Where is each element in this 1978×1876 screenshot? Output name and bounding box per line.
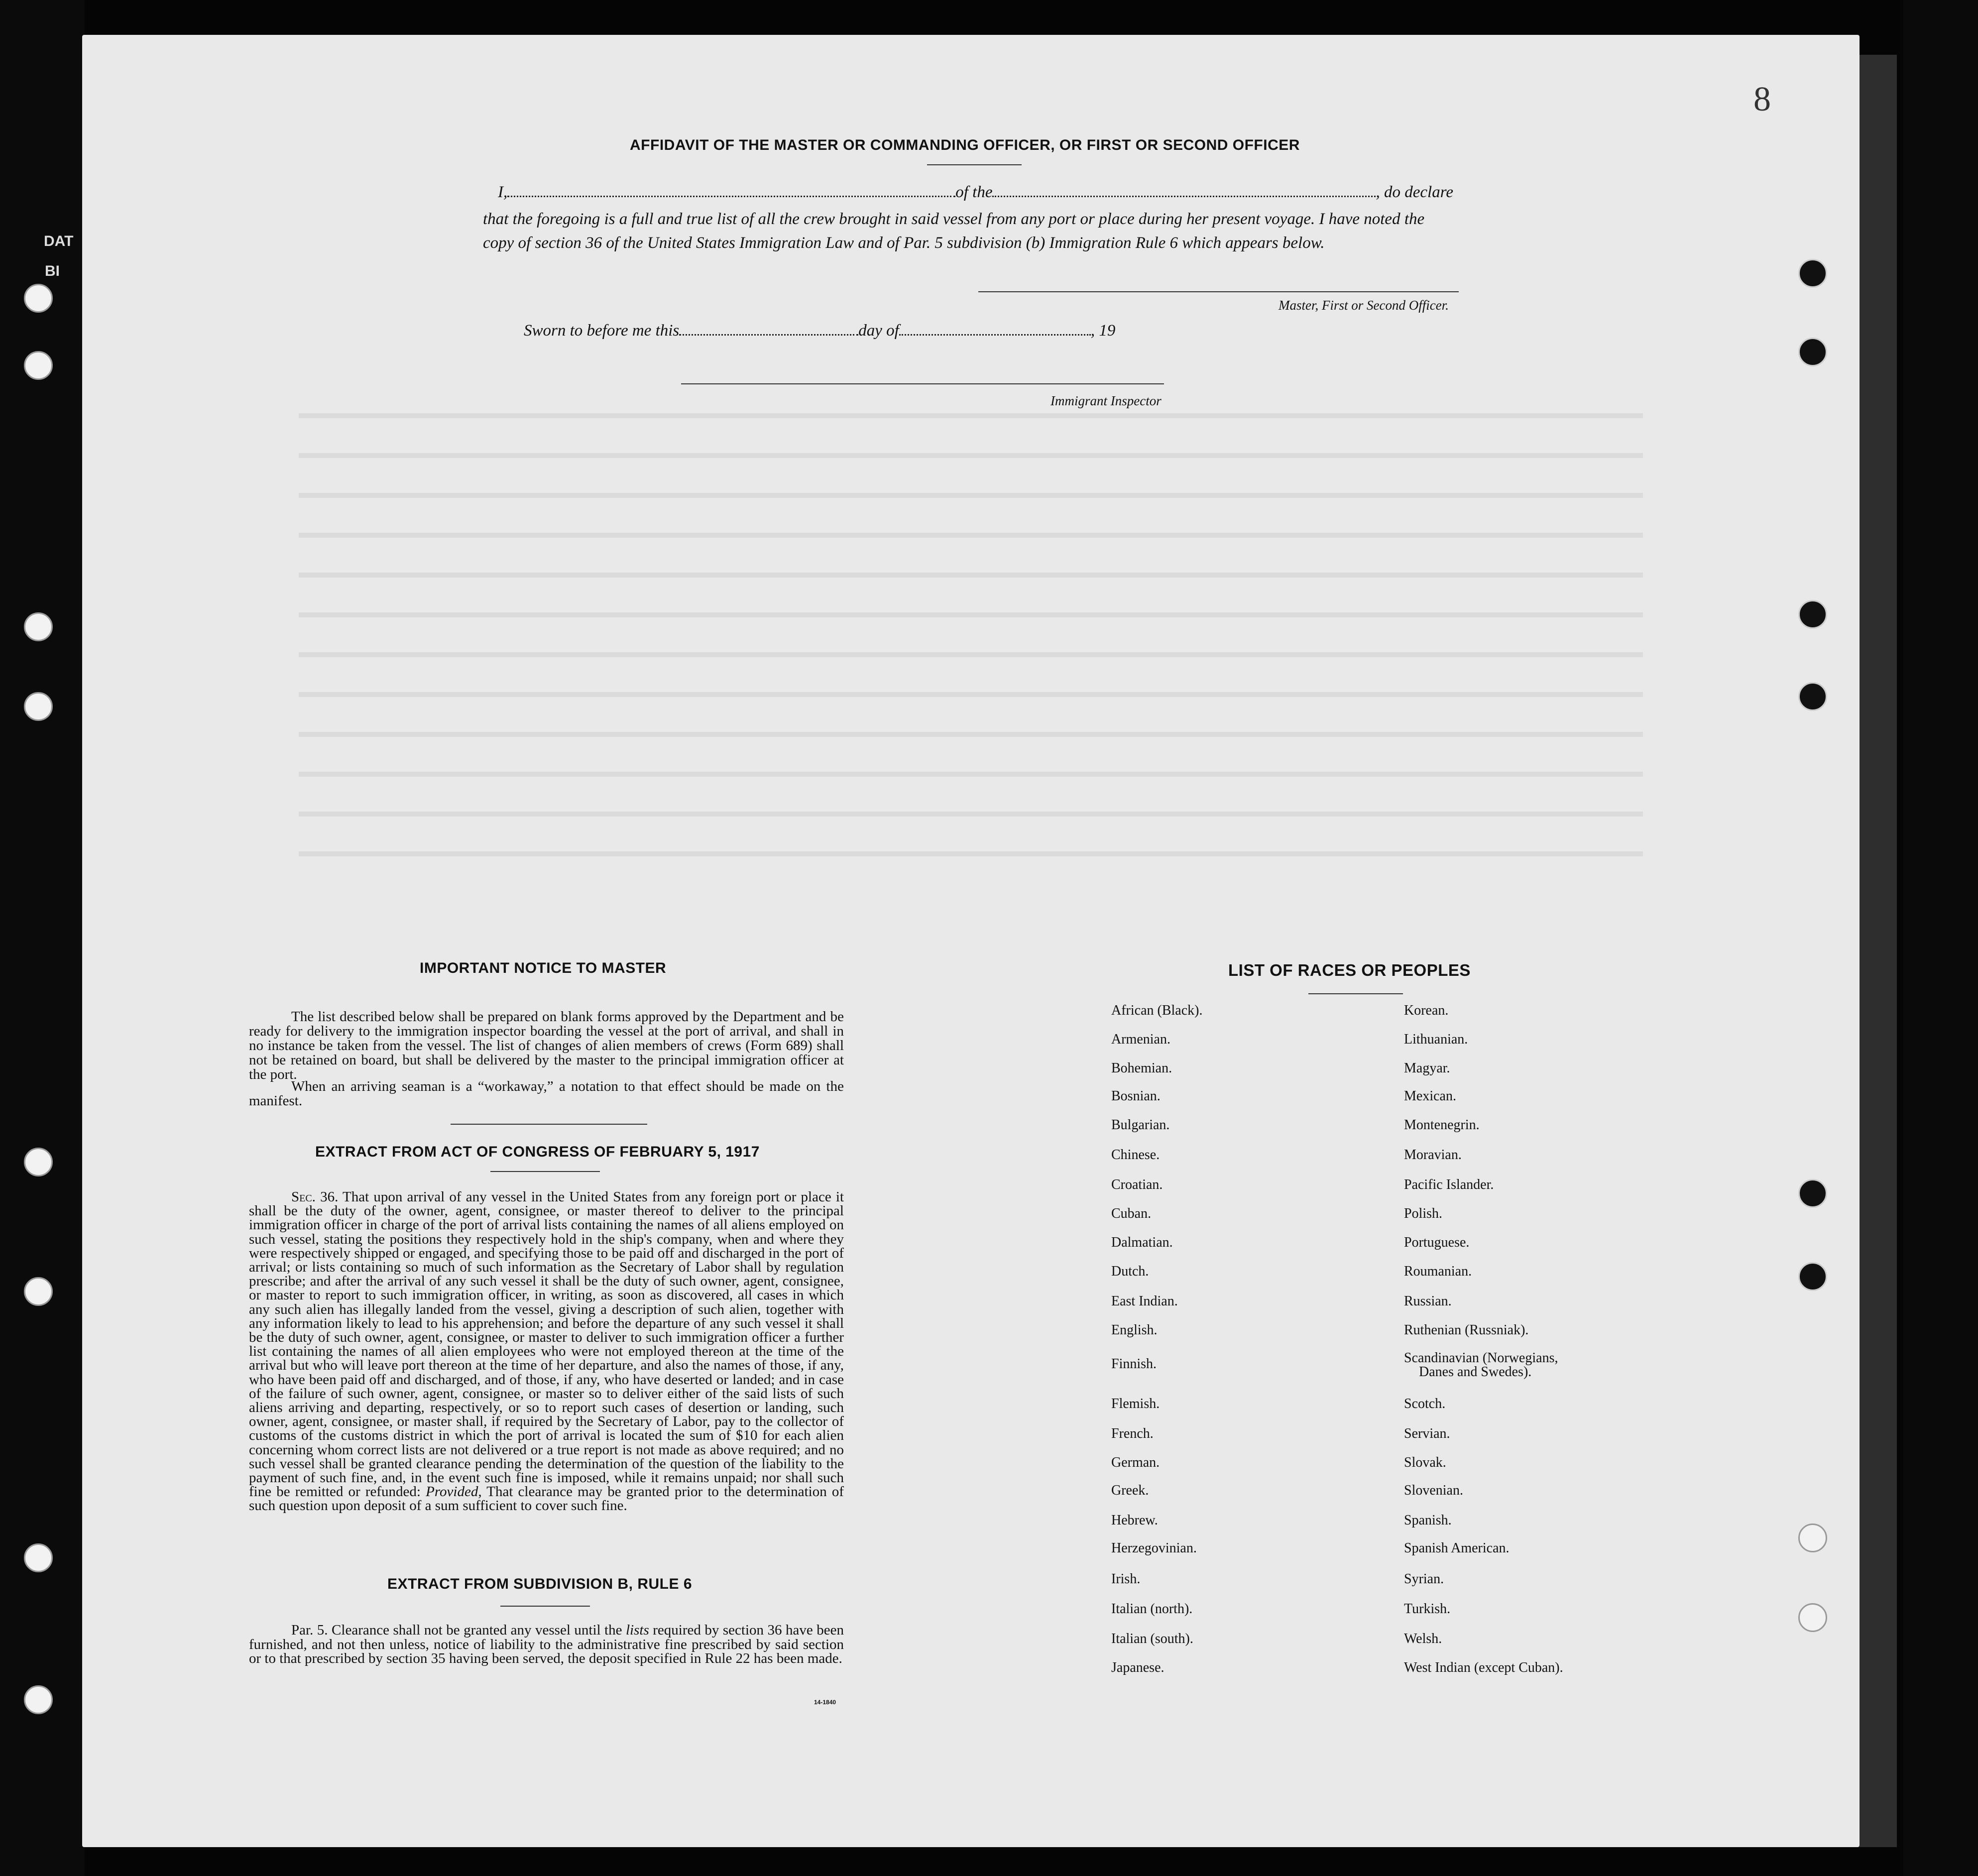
- race-item-left: Armenian.: [1111, 1032, 1170, 1047]
- punch-hole: [1798, 1179, 1827, 1208]
- race-item-right: Turkish.: [1404, 1601, 1451, 1617]
- race-item-right: Lithuanian.: [1404, 1032, 1468, 1047]
- margin-mark-2: BI: [45, 263, 60, 279]
- race-item-right: Ruthenian (Russniak).: [1404, 1322, 1529, 1338]
- act-body: [249, 1190, 844, 1513]
- act-sec-label: Sec. 36.: [291, 1189, 339, 1205]
- sworn-year: , 19: [1090, 322, 1116, 340]
- affidavit-line-2: that the foregoing is a full and true list of all the crew brought in said vessel from any port or place during her present voyage. I have noted the: [483, 210, 1425, 228]
- bleed-through: [299, 453, 1643, 458]
- punch-hole: [24, 612, 53, 641]
- punch-hole: [1798, 259, 1827, 288]
- affidavit-of-the: of the: [955, 183, 993, 201]
- notice-para-2: [249, 1079, 844, 1108]
- rule-body-b: required by section 36 have been furnished, and not then unless, notice of liability to the administrative fine prescribed by said section or to that prescribed by section 35 having been served, the deposit specified in Rule 22 has been made.: [249, 1622, 844, 1666]
- race-item-left: African (Black).: [1111, 1003, 1203, 1018]
- rule-body-a: Par. 5. Clearance shall not be granted any vessel until the: [291, 1622, 622, 1638]
- affidavit-declare: , do declare: [1376, 183, 1453, 201]
- rule-title: EXTRACT FROM SUBDIVISION B, RULE 6: [387, 1576, 693, 1592]
- sworn-line: [524, 322, 1115, 340]
- month-blank[interactable]: [899, 332, 1091, 336]
- scan-border-right: [1903, 0, 1978, 1876]
- race-item-left: Hebrew.: [1111, 1513, 1158, 1528]
- affidavit-title-rule: [927, 164, 1022, 165]
- act-body-text: That upon arrival of any vessel in the United States from any foreign port or place it shall be the duty of the owner, agent, consignee, or master thereof to deliver to the principal immigration officer in charge of the port of arrival lists containing the names of all aliens employed on such vessel, stating the positions they respectively hold in the ship's company, when and where they were respectively shipped or engaged, and specifying those to be paid off and discharged in the port of arrival; or lists containing so much of such information as the Secretary of Labor shall by regulation prescribe; and after the arrival of any such vessel it shall be the duty of such owner, agent, consignee, or master to report to such immigration officer, in writing, as soon as discovered, all cases in which any such alien has illegally landed from the vessel, giving a description of such alien, together with any information likely to lead to his apprehension; and before the departure of any such vessel it shall be the duty of such owner, agent, consignee, or master to deliver to such immigration officer a further list containing the names of all alien employees who were not employed thereon at the time of the arrival but who will leave port thereon at the time of her departure, and also the names of those, if any, who have been paid off and discharged, and of those, if any, who have deserted or landed; and in case of the failure of such owner, agent, consignee, or master so to deliver either of the said lists of such aliens arriving and departing, respectively, or so to report such cases of desertion or landing, such owner, agent, consignee, or master shall, if required by the Secretary of Labor, pay to the collector of customs of the customs district in which the port of arrival is located the sum of $10 for each alien concerning whom correct lists are not delivered or a true report is not made as above required; and no such vessel shall be granted clearance pending the determination of the question of the liability to the payment of such fine, and, in the event such fine is imposed, while it remains unpaid; nor shall such fine be remitted or refunded:: [249, 1189, 844, 1500]
- bleed-through: [299, 732, 1643, 737]
- race-item-right-continuation: Danes and Swedes).: [1419, 1364, 1532, 1380]
- race-item-right: Welsh.: [1404, 1631, 1442, 1646]
- race-item-left: Bulgarian.: [1111, 1117, 1170, 1133]
- race-item-left: French.: [1111, 1426, 1154, 1441]
- race-item-right: Spanish American.: [1404, 1540, 1510, 1556]
- punch-hole: [24, 1543, 53, 1572]
- race-item-right: Syrian.: [1404, 1571, 1444, 1587]
- race-item-right: Spanish.: [1404, 1513, 1452, 1528]
- affidavit-line-3: copy of section 36 of the United States Immigration Law and of Par. 5 subdivision (b) Immigration Rule 6 which appears below.: [483, 234, 1325, 252]
- punch-hole: [1798, 682, 1827, 711]
- punch-hole: [24, 1148, 53, 1176]
- punch-hole: [24, 692, 53, 721]
- bleed-through: [299, 812, 1643, 817]
- act-title-rule: [490, 1171, 600, 1172]
- notice-para-1: [249, 1010, 844, 1082]
- race-item-left: Greek.: [1111, 1483, 1149, 1498]
- inspector-label: Immigrant Inspector: [1050, 393, 1162, 408]
- race-item-left: Finnish.: [1111, 1356, 1157, 1372]
- race-item-right: West Indian (except Cuban).: [1404, 1660, 1563, 1675]
- race-item-left: Irish.: [1111, 1571, 1141, 1587]
- race-item-right: Scandinavian (Norwegians,: [1404, 1350, 1558, 1366]
- race-item-left: Italian (south).: [1111, 1631, 1193, 1646]
- race-item-right: Moravian.: [1404, 1147, 1462, 1163]
- punch-hole: [24, 1685, 53, 1714]
- race-item-right: Slovak.: [1404, 1455, 1446, 1470]
- punch-hole: [1798, 1603, 1827, 1632]
- punch-hole: [1798, 1262, 1827, 1291]
- race-item-right: Mexican.: [1404, 1088, 1456, 1104]
- sworn-day-of: day of: [858, 322, 899, 340]
- act-body-end: That clearance may be granted prior to the determination of such question upon deposit of a sum sufficient to cover such fine.: [249, 1484, 844, 1514]
- races-title: LIST OF RACES OR PEOPLES: [1228, 961, 1471, 979]
- race-item-left: Japanese.: [1111, 1660, 1164, 1675]
- race-item-left: Dalmatian.: [1111, 1235, 1173, 1250]
- notice-title: IMPORTANT NOTICE TO MASTER: [420, 960, 667, 976]
- race-item-left: East Indian.: [1111, 1293, 1178, 1309]
- race-item-right: Magyar.: [1404, 1060, 1450, 1076]
- race-item-left: Flemish.: [1111, 1396, 1160, 1411]
- race-item-right: Portuguese.: [1404, 1235, 1470, 1250]
- race-item-right: Roumanian.: [1404, 1264, 1472, 1279]
- affidavit-title: AFFIDAVIT OF THE MASTER OR COMMANDING OFFICER, OR FIRST OR SECOND OFFICER: [630, 137, 1300, 153]
- race-item-left: Italian (north).: [1111, 1601, 1193, 1617]
- bleed-through: [299, 493, 1643, 498]
- affidavit-i: I,: [498, 183, 508, 201]
- master-signature-line: [978, 291, 1459, 292]
- margin-mark-1: DAT: [44, 233, 74, 249]
- race-item-left: Chinese.: [1111, 1147, 1160, 1163]
- bleed-through: [299, 413, 1643, 418]
- race-item-left: Dutch.: [1111, 1264, 1149, 1279]
- race-item-left: Bosnian.: [1111, 1088, 1161, 1104]
- inspector-signature-line: [681, 383, 1164, 384]
- bleed-through: [299, 652, 1643, 657]
- race-item-right: Pacific Islander.: [1404, 1177, 1494, 1192]
- sworn-prefix: Sworn to before me this: [524, 322, 680, 340]
- punch-hole: [24, 351, 53, 380]
- affidavit-line-1: [498, 183, 1453, 202]
- race-item-left: German.: [1111, 1455, 1160, 1470]
- notice-divider: [451, 1124, 647, 1125]
- punch-hole: [1798, 600, 1827, 629]
- act-provided: Provided,: [426, 1484, 482, 1500]
- master-label: Master, First or Second Officer.: [1279, 298, 1449, 313]
- rule-title-rule: [500, 1606, 590, 1607]
- rule-body: [249, 1623, 844, 1666]
- bleed-through: [299, 573, 1643, 578]
- bleed-through: [299, 692, 1643, 697]
- punch-hole: [24, 284, 53, 313]
- races-title-rule: [1308, 993, 1403, 994]
- race-item-right: Montenegrin.: [1404, 1117, 1480, 1133]
- race-item-right: Russian.: [1404, 1293, 1452, 1309]
- race-item-right: Scotch.: [1404, 1396, 1446, 1411]
- race-item-left: Croatian.: [1111, 1177, 1163, 1192]
- page-mark: 8: [1753, 80, 1771, 118]
- bleed-through: [299, 772, 1643, 777]
- vessel-blank[interactable]: [992, 194, 1376, 197]
- punch-hole: [1798, 1524, 1827, 1552]
- race-item-right: Servian.: [1404, 1426, 1450, 1441]
- notice-para-1-text: The list described below shall be prepared on blank forms approved by the Department and be ready for delivery to the immigration inspector boarding the vessel at the port of arrival, and shall in no instance be taken from the vessel. The list of changes of alien members of crews (Form 689) shall not be retained on board, but shall be delivered by the master to the principal immigration officer at the port.: [249, 1009, 844, 1082]
- punch-hole: [24, 1277, 53, 1306]
- form-number: 14-1840: [814, 1699, 836, 1706]
- rule-body-lists: lists: [626, 1622, 649, 1638]
- manifest-page: [82, 35, 1860, 1847]
- name-blank[interactable]: [507, 194, 955, 197]
- day-blank[interactable]: [679, 332, 858, 336]
- race-item-left: Bohemian.: [1111, 1060, 1172, 1076]
- race-item-left: Herzegovinian.: [1111, 1540, 1197, 1556]
- bleed-through: [299, 533, 1643, 538]
- scan-border-left: [0, 0, 85, 1876]
- act-title: EXTRACT FROM ACT OF CONGRESS OF FEBRUARY 5, 1917: [315, 1144, 760, 1160]
- notice-para-2-text: When an arriving seaman is a “workaway,” a notation to that effect should be made on the manifest.: [249, 1078, 844, 1109]
- race-item-left: English.: [1111, 1322, 1158, 1338]
- bleed-through: [299, 612, 1643, 617]
- race-item-left: Cuban.: [1111, 1206, 1152, 1221]
- punch-hole: [1798, 338, 1827, 366]
- race-item-right: Slovenian.: [1404, 1483, 1463, 1498]
- race-item-right: Korean.: [1404, 1003, 1449, 1018]
- race-item-right: Polish.: [1404, 1206, 1443, 1221]
- bleed-through: [299, 851, 1643, 856]
